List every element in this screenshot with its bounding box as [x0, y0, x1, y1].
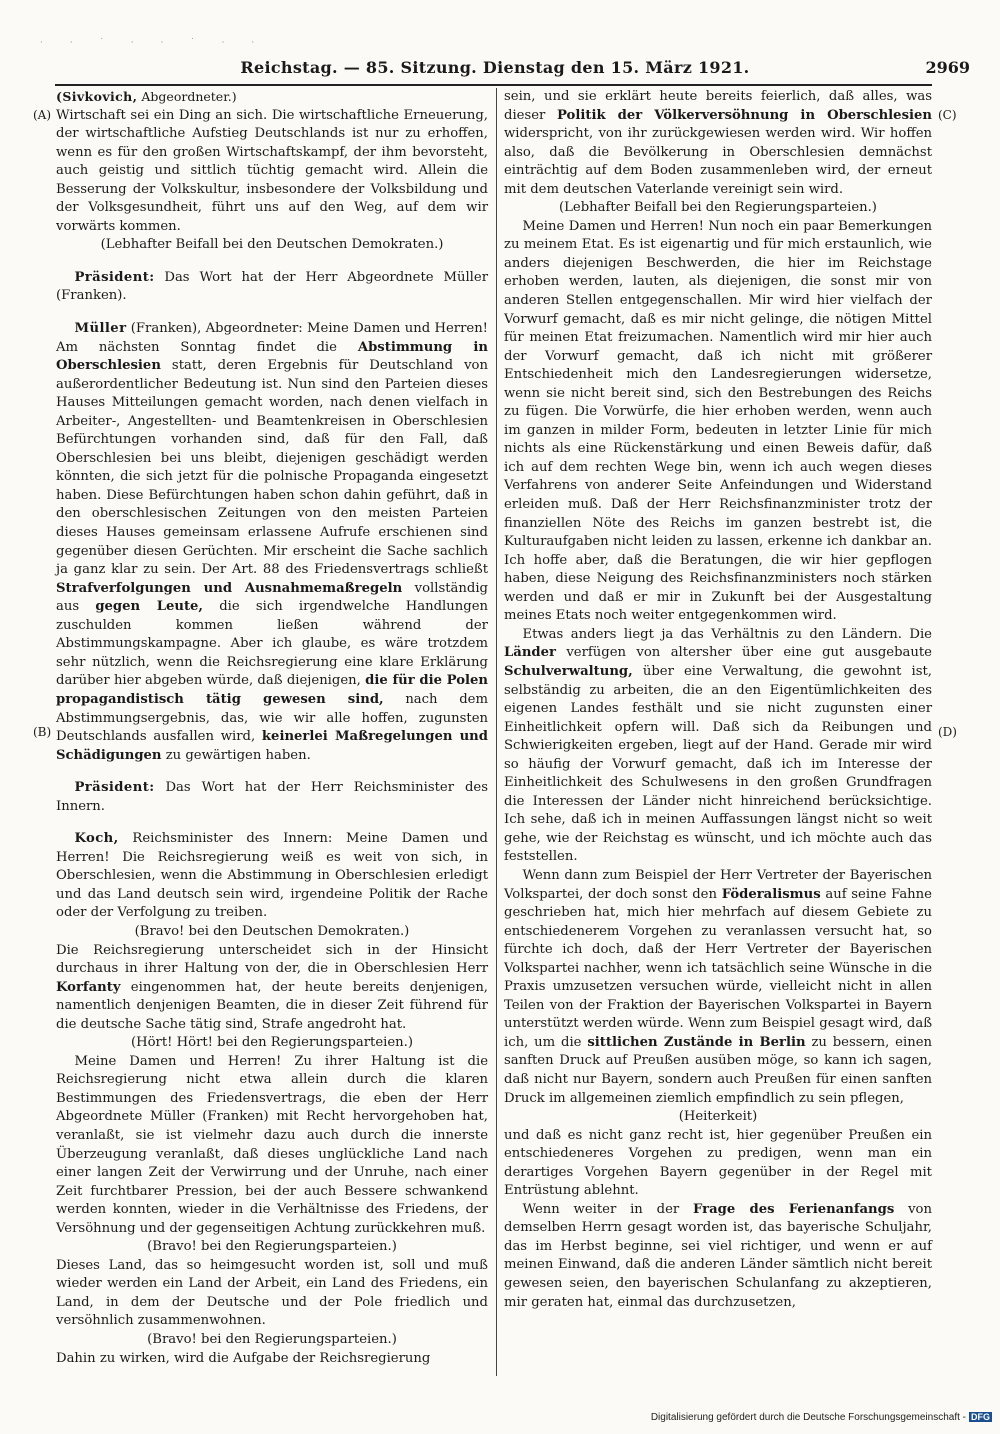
interjection: (Bravo! bei den Regierungsparteien.) — [147, 1239, 397, 1255]
continued-speaker: (Sivkovich, Abgeordneter.) — [56, 89, 237, 104]
paragraph: und daß es nicht ganz recht ist, hier gegenüber Preußen ein entschiedeneres Vorgehen zu predigen, wenn man ein derartiges Vorgehen Bayern gegenüber in der Regel mit Entrüstung ablehnt. — [504, 1127, 932, 1199]
margin-mark-b: (B) — [33, 725, 52, 739]
running-title: Reichstag. — 85. Sitzung. Dienstag den 15. März 1921. — [240, 58, 750, 77]
speaker-paragraph: Müller (Franken), Abgeordneter: Meine Damen und Herren! Am nächsten Sonntag findet die Abstimmung in Oberschlesien statt, deren Ergebnis für Deutschland von außerordentlicher Bedeutung ist. Nun sind den Parteien dieses Hauses Mitteilungen gemacht worden, nach denen vielfach in Arbeiter-, Angestellten- und Beamtenkreisen in Oberschlesien Befürchtungen vorhanden sind, daß für den Fall, daß Oberschlesien bei uns bleibt, diejenigen geschädigt werden könnten, die sich jetzt für die polnische Propaganda eingesetzt haben. Diese Befürchtungen haben schon dahin geführt, daß in den oberschlesischen Zeitungen von den meisten Parteien dieses Hauses gemeinsam erlassene Aufrufe erschienen sind gegenüber diesen Gerüchten. Mir erscheint die Sache sachlich ja ganz klar zu sein. Der Art. 88 des Friedensvertrags schließt Strafverfolgungen und Ausnahmemaßregeln vollständig aus gegen Leute, die sich irgendwelche Handlungen zuschulden kommen ließen während der Abstimmungskampagne. Aber ich glaube, es wäre trotzdem sehr nützlich, wenn die Reichsregierung eine klare Erklärung darüber hier abgeben würde, daß diejenigen, die für die Polen propagandistisch tätig gewesen sind, nach dem Abstimmungsergebnis, das, wie wir alle hoffen, zugunsten Deutschlands ausfallen wird, keinerlei Maßregelungen und Schädigungen zu gewärtigen haben. — [56, 321, 489, 763]
interjection: (Lebhafter Beifall bei den Regierungsparteien.) — [559, 200, 877, 216]
left-column — [56, 88, 488, 1368]
page-number: 2969 — [925, 58, 970, 77]
footer — [651, 1412, 992, 1423]
interjection: (Hört! Hört! bei den Regierungsparteien.) — [130, 1035, 414, 1051]
interjection: (Heiterkeit) — [678, 1109, 758, 1125]
margin-mark-c: (C) — [938, 108, 957, 122]
speaker-paragraph: Präsident: Das Wort hat der Herr Abgeordnete Müller (Franken). — [56, 269, 488, 304]
paragraph: Meine Damen und Herren! Nun noch ein paar Bemerkungen zu meinem Etat. Es ist eigenartig und für mich erstaunlich, wie anders diejenigen Beschwerden, die hier im Reichstage erhoben werden, lauten, als diejenigen, die sonst mir von anderen Stellen entgegenschallen. Mir wird hier vielfach der Vorwurf gemacht, daß es mir nicht gelinge, die nötigen Mittel für meinen Etat freizumachen. Namentlich wird mir hier auch der Vorwurf gemacht, daß ich nicht mit größerer Entschiedenheit mich den Landesregierungen widersetze, wenn sie nicht bereit sind, sich den Bestrebungen des Reichs zu fügen. Die Vorwürfe, die hier erhoben werden, wenn auch im ganzen in milder Form, bedeuten in letzter Linie für mich nichts als eine Rückenstärkung und einen Beweis dafür, daß ich auf dem rechten Wege bin, wenn ich auch wegen dieses Verfahrens von anderer Seite Anfeindungen und Widerstand erleiden muß. Daß der Herr Reichsfinanzminister trotz der finanziellen Nöte des Reichs im ganzen bestrebt ist, die Kulturaufgaben nicht leiden zu lassen, erkenne ich dankbar an. Ich hoffe aber, daß die Beratungen, die wir hier gepflogen haben, diese Neigung des Reichsfinanzministers noch stärken werden und daß er mir in Zukunft bei der Ausgestaltung meines Etats noch weiter entgegenkommen wird. — [504, 218, 932, 624]
dfg-logo: DFG — [971, 1412, 990, 1422]
header-rule — [55, 84, 932, 86]
speaker-paragraph: Präsident: Das Wort hat der Herr Reichsminister des Innern. — [56, 780, 488, 814]
paragraph: Meine Damen und Herren! Zu ihrer Haltung ist die Reichsregierung nicht etwa allein durch die klaren Bestimmungen des Friedensvertrags, die eben der Herr Abgeordnete Müller (Franken) mit Recht hervorgehoben hat, veranlaßt, sie ist vielmehr dazu auch durch die innerste Überzeugung veranlaßt, daß dieses unglückliche Land nach einer langen Zeit der Verwirrung und der Unruhe, nach einer Zeit furchtbarer Pression, bei der auch Bessere schwankend werden konnten, wieder in die Verhältnisse des Friedens, der Versöhnung und der gegenseitigen Achtung zurückkehren muß. — [56, 1053, 488, 1236]
right-column — [504, 88, 932, 1312]
footer-text: Digitalisierung gefördert durch die Deutsche Forschungsgemeinschaft - — [650, 1412, 966, 1423]
interjection: (Lebhafter Beifall bei den Deutschen Demokraten.) — [100, 237, 444, 253]
margin-mark-a: (A) — [33, 108, 52, 122]
paragraph: Wenn dann zum Beispiel der Herr Vertreter der Bayerischen Volkspartei, der doch sonst den Föderalismus auf seine Fahne geschrieben hat, mich hier mehrfach auf diesem Gebiete zu entschiedenerem Vorgehen zu veranlassen versucht hat, so fürchte ich doch, daß der Herr Vertreter der Bayerischen Volkspartei nachher, wenn ich tatsächlich seine Wünsche in die Praxis umzusetzen versuchen würde, vielleicht nicht in allen Teilen von der Fraktion der Bayerischen Volkspartei in Bayern unterstützt werden würde. Wenn zum Beispiel gesagt wird, daß ich, um die sittlichen Zustände in Berlin zu bessern, einen sanften Druck auf Preußen ausüben möge, so kann ich sagen, daß nicht nur Bayern, sondern auch Preußen für einen sanften Druck im allgemeinen ziemlich empfindlich zu sein pflegen, — [504, 867, 932, 1106]
paragraph: Etwas anders liegt ja das Verhältnis zu den Ländern. Die Länder verfügen von altersher über eine gut ausgebaute Schulverwaltung, über eine Verwaltung, die gewohnt ist, selbständig zu arbeiten, die an den Eigentümlichkeiten des eigenen Landes festhält und sie nicht zugunsten einer Einheitlichkeit opfern will. Daß sich da Reibungen und Schwierigkeiten ergeben, liegt auf der Hand. Gerade mir wird so häufig der Vorwurf gemacht, daß ich im Interesse der Einheitlichkeit des Schulwesens in den großen Grundfragen die Interessen der Länder nicht hinreichend berücksichtige. Ich sehe, daß ich in meinen Auffassungen längst nicht so weit gehe, wie der Reichstag es wünscht, und ich möchte auch das feststellen. — [504, 626, 932, 865]
paragraph: Die Reichsregierung unterscheidet sich in der Hinsicht durchaus in ihrer Haltung von der, die in Oberschlesien Herr Korfanty eingenommen hat, der heute bereits denjenigen, namentlich denjenigen Beamten, die in dieser Zeit führend für die deutsche Sache tätig sind, Strafe angedroht hat. — [56, 942, 488, 1032]
interjection: (Bravo! bei den Regierungsparteien.) — [147, 1332, 397, 1347]
paragraph: Dieses Land, das so heimgesucht worden ist, soll und muß wieder werden ein Land der Arbeit, ein Land des Friedens, ein Land, in dem der Deutsche und der Pole friedlich und versöhnlich zusammenwohnen. — [56, 1257, 488, 1329]
margin-mark-d: (D) — [938, 725, 957, 739]
scan-specks: · · ˙ · · ˙ · · — [40, 38, 267, 48]
speaker-paragraph: Koch, Reichsminister des Innern: Meine Damen und Herren! Die Reichsregierung weiß es weit von sich, in Oberschlesien, wenn die Abstimmung in Oberschlesien erledigt und das Land deutsch sein wird, irgendeine Politik der Rache oder der Verfolgung zu treiben. — [56, 831, 488, 921]
page-header — [20, 58, 970, 80]
paragraph: Wenn weiter in der Frage des Ferienanfangs von demselben Herrn gesagt worden ist, das bayerische Schuljahr, das im Herbst beginne, sei viel richtiger, und wenn er auf meinen Einwand, daß die anderen Länder sämtlich nicht bereit gewesen seien, den bayerischen Schulanfang zu akzeptieren, mir geraten hat, einmal das durchzusetzen, — [504, 1201, 932, 1310]
paragraph: sein, und sie erklärt heute bereits feierlich, daß alles, was dieser Politik der Völkerversöhnung in Oberschlesien widerspricht, von ihr zurückgewiesen werden wird. Wir hoffen also, daß die Bevölkerung in Oberschlesien demnächst einträchtig auf dem Boden zusammenleben wird, der erneut mit dem deutschen Vaterlande vereinigt sein wird. — [504, 89, 932, 197]
interjection: (Bravo! bei den Deutschen Demokraten.) — [134, 923, 410, 939]
paragraph: Dahin zu wirken, wird die Aufgabe der Reichsregierung — [56, 1350, 431, 1366]
column-divider — [496, 88, 497, 1376]
paragraph: Wirtschaft sei ein Ding an sich. Die wirtschaftliche Erneuerung, der wirtschaftliche Aufstieg Deutschlands ist nur zu erhoffen, wenn es für den großen Wirtschaftskampf, der ihm bevorsteht, auch geistig und sittlich tüchtig gemacht wird. Allein die Besserung der Volkskultur, insbesondere der Volksbildung und der Volksgesundheit, führt uns auf den Weg, auf dem wir vorwärts kommen. — [56, 107, 488, 234]
